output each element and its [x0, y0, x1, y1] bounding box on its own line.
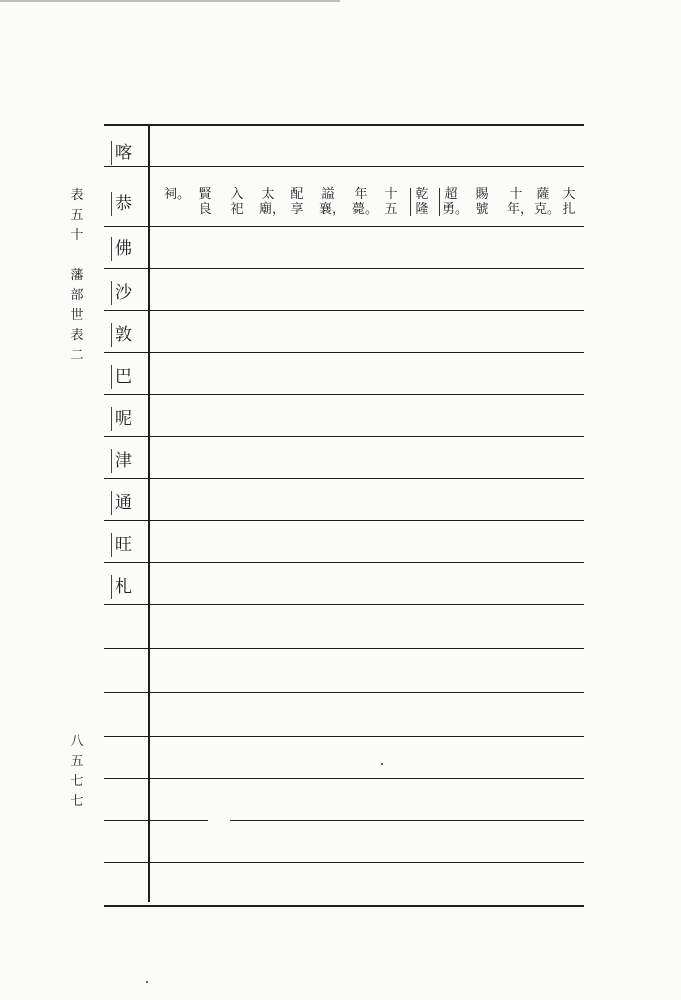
margin-section-char: 世 — [70, 308, 84, 323]
genealogy-table — [104, 124, 584, 909]
name-cell — [104, 315, 150, 357]
entry-char: 良 — [198, 202, 212, 217]
page-number — [68, 732, 86, 812]
margin-section-char: 藩 — [70, 268, 84, 283]
row-rule — [104, 352, 584, 353]
entry-char: 享 — [290, 202, 304, 217]
page-number-char: 七 — [70, 794, 84, 809]
entry-column — [228, 187, 246, 217]
entry-char: 賢 — [198, 187, 212, 202]
row-rule — [104, 436, 584, 437]
margin-title-char: 十 — [70, 228, 84, 243]
row-rule — [104, 692, 584, 693]
name-char: 旺 — [115, 535, 132, 555]
name-char: 佛 — [115, 239, 132, 259]
entry-char: 配 — [290, 187, 304, 202]
entry-char: 年， — [507, 202, 534, 217]
margin-section — [68, 266, 86, 366]
row-rule — [104, 394, 584, 395]
row-rule — [104, 268, 584, 269]
entry-column — [473, 187, 491, 217]
entry-char: 賜 — [475, 187, 489, 202]
row-rule — [104, 310, 584, 311]
margin-section-char: 部 — [70, 288, 84, 303]
entry-column — [259, 187, 286, 217]
name-char: 津 — [115, 451, 132, 471]
name-cell — [104, 525, 150, 567]
row-rule — [104, 520, 584, 521]
entry-char: 克。 — [534, 202, 561, 217]
name-cell — [104, 483, 150, 525]
page-number-char: 五 — [70, 754, 84, 769]
entry-char: 十 — [384, 187, 398, 202]
row-rule — [104, 648, 584, 649]
row-rule — [104, 604, 584, 605]
page-top-edge — [0, 0, 340, 2]
row-rule — [104, 736, 584, 737]
name-cell — [104, 357, 150, 399]
entry-column — [413, 187, 431, 217]
entry-char: 隆 — [415, 202, 429, 217]
entry-char: 大 — [562, 187, 576, 202]
name-char: 喀 — [115, 143, 132, 163]
entry-column — [288, 187, 306, 217]
name-char: 敦 — [115, 325, 132, 345]
entry-char: 廟， — [259, 202, 286, 217]
name-char: 巴 — [115, 367, 132, 387]
row-rule — [104, 778, 584, 779]
entry-column — [382, 187, 400, 217]
entry-text-block — [152, 187, 584, 229]
entry-column — [507, 187, 534, 217]
name-char: 札 — [115, 577, 132, 597]
row-rule — [230, 820, 584, 821]
entry-column — [164, 187, 191, 202]
name-char: 沙 — [115, 283, 132, 303]
name-cell — [104, 273, 150, 315]
name-char: 恭 — [115, 194, 132, 214]
entry-column — [196, 187, 214, 217]
entry-char: 十 — [509, 187, 523, 202]
name-cell — [104, 441, 150, 483]
margin-section-char: 二 — [70, 348, 84, 363]
name-char: 通 — [115, 493, 132, 513]
name-cell — [104, 399, 150, 441]
entry-char: 扎 — [562, 202, 576, 217]
row-rule — [104, 562, 584, 563]
entry-char: 乾 — [415, 187, 429, 202]
entry-char: 薨。 — [352, 202, 379, 217]
entry-column — [319, 187, 346, 217]
entry-column — [442, 187, 469, 217]
table-bottom-rule — [104, 905, 584, 907]
row-rule — [104, 862, 584, 863]
entry-char: 勇。 — [442, 202, 469, 217]
print-speck — [146, 981, 148, 983]
entry-char: 號 — [475, 202, 489, 217]
entry-char: 太 — [261, 187, 275, 202]
entry-char: 祀 — [230, 202, 244, 217]
name-char: 呢 — [115, 409, 132, 429]
entry-column — [534, 187, 561, 217]
row-rule — [104, 820, 208, 821]
table-top-rule — [104, 124, 584, 126]
name-cell — [104, 184, 150, 226]
margin-title-char: 五 — [70, 208, 84, 223]
page-number-char: 八 — [70, 734, 84, 749]
entry-char: 祠。 — [164, 187, 191, 202]
name-cell — [104, 229, 150, 271]
print-speck — [381, 763, 383, 765]
entry-char: 年 — [354, 187, 368, 202]
margin-title-char: 表 — [70, 188, 84, 203]
name-cell — [104, 133, 150, 175]
entry-column — [560, 187, 578, 217]
entry-column — [352, 187, 379, 217]
entry-char: 入 — [230, 187, 244, 202]
row-rule — [104, 478, 584, 479]
entry-char: 超 — [444, 187, 458, 202]
margin-title — [68, 186, 86, 246]
entry-char: 謚 — [321, 187, 335, 202]
entry-char: 襄， — [319, 202, 346, 217]
name-cell — [104, 567, 150, 609]
entry-char: 五 — [384, 202, 398, 217]
margin-section-char: 表 — [70, 328, 84, 343]
page-number-char: 七 — [70, 774, 84, 789]
row-rule — [104, 166, 584, 167]
entry-char: 薩 — [536, 187, 550, 202]
